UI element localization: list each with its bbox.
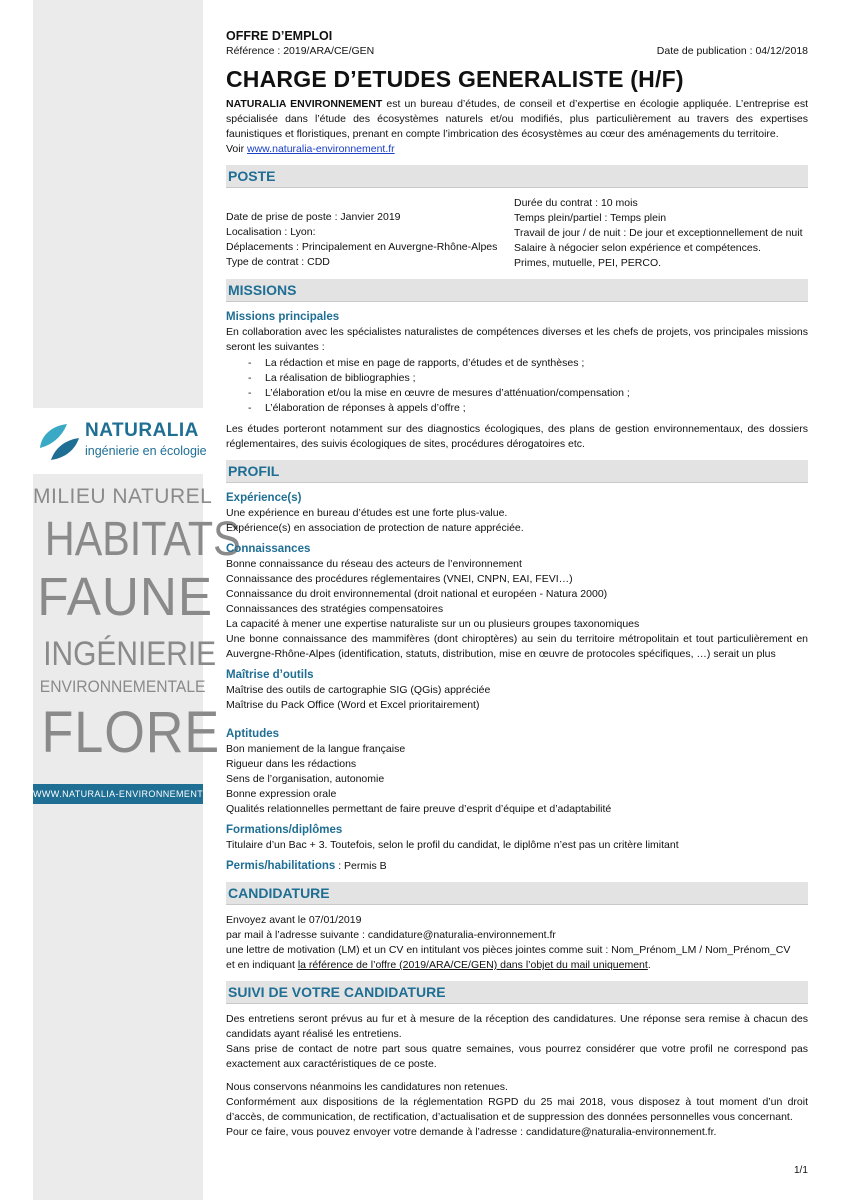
job-offer-document — [226, 28, 808, 1140]
poste-start-date: Date de prise de poste : Janvier 2019 — [226, 211, 401, 223]
missions-intro: En collaboration avec les spécialistes naturalistes de compétences diverses et les chefs de projets, vos principales missions seront les suivantes : — [226, 326, 808, 353]
formations-line: Titulaire d’un Bac + 3. Toutefois, selon le profil du candidat, le diplôme n’est pas un critère limitant — [226, 839, 679, 851]
experience-line: Une expérience en bureau d’études est une forte plus-value. — [226, 507, 508, 519]
formations-title: Formations/diplômes — [226, 824, 343, 836]
connaissance-line: Connaissance des procédures réglementaires (VNEI, CNPN, EAI, FEVI…) — [226, 573, 573, 585]
poste-day-night: Travail de jour / de nuit : De jour et exceptionnellement de nuit — [514, 227, 803, 239]
section-poste: POSTE — [226, 165, 808, 188]
poste-right-column — [514, 196, 808, 271]
missions-subtitle: Missions principales — [226, 311, 340, 323]
suivi-paragraph: Des entretiens seront prévus au fur et à mesure de la réception des candidatures. Une réponse sera remise à chacun des candidats ayant réalisé les entretiens. — [226, 1013, 808, 1040]
connaissance-line: Une bonne connaissance des mammifères (dont chiroptères) au sein du territoire métropolitain et tout particulièrement en Auvergne-Rhône-Alpes (identification, statuts, distribution, mise en œuvre de protocoles spécifiques, …) serait un plus — [226, 633, 808, 660]
connaissance-line: Bonne connaissance du réseau des acteurs de l’environnement — [226, 558, 522, 570]
list-item: - L’élaboration de réponses à appels d’offre ; — [248, 401, 808, 416]
offer-label: OFFRE D’EMPLOI — [226, 29, 333, 43]
naturalia-logo — [33, 408, 207, 474]
website-line — [226, 142, 808, 157]
side-word-milieu: MILIEU NATUREL — [33, 485, 213, 508]
connaissance-line: Connaissance du droit environnemental (droit national et européen - Natura 2000) — [226, 588, 608, 600]
logo-name: NATURALIA — [85, 420, 199, 441]
reference-line — [226, 44, 808, 59]
intro-text: est un bureau d’études, de conseil et d’expertise en écologie appliquée. L’entreprise est spécialisée dans l’étude des écosystèmes naturels et/ou modifiés, plus particulièrement au travers des expertises faunistiques et floristiques, prenant en compte l’imbrication des écosystèmes au cœur des aménagements du territoire. — [226, 98, 808, 140]
reference-underlined: la référence de l’offre (2019/ARA/CE/GEN) dans l’objet du mail uniquement — [297, 959, 648, 971]
poste-location: Localisation : Lyon: — [226, 226, 316, 238]
experience-title: Expérience(s) — [226, 492, 302, 504]
permis-value: : Permis B — [335, 860, 387, 872]
missions-list — [226, 356, 808, 416]
poste-left-column — [226, 196, 514, 271]
candidature-deadline: Envoyez avant le 07/01/2019 — [226, 914, 362, 926]
candidature-reference — [226, 958, 808, 973]
aptitude-line: Rigueur dans les rédactions — [226, 758, 357, 770]
outils-line: Maîtrise des outils de cartographie SIG (QGis) appréciée — [226, 684, 491, 696]
reference-pre: et en indiquant — [226, 959, 298, 971]
voir-label: Voir — [226, 143, 248, 155]
outils-line: Maîtrise du Pack Office (Word et Excel prioritairement) — [226, 699, 480, 711]
suivi-paragraph: Nous conservons néanmoins les candidatures non retenues. — [226, 1081, 508, 1093]
section-profil: PROFIL — [226, 460, 808, 483]
outils-title: Maîtrise d’outils — [226, 669, 314, 681]
permis-line — [226, 859, 808, 874]
sidebar-url: WWW.NATURALIA-ENVIRONNEMENT.FR — [33, 784, 203, 804]
poste-contract-type: Type de contrat : CDD — [226, 256, 330, 268]
leaf-logo-icon — [37, 418, 81, 464]
side-word-faune: FAUNE — [37, 567, 214, 627]
missions-closing: Les études porteront notamment sur des diagnostics écologiques, des plans de gestion environnementaux, des dossiers réglementaires, des suivis écologiques de sites, procédures dérogatoires etc. — [226, 423, 808, 450]
aptitude-line: Sens de l’organisation, autonomie — [226, 773, 385, 785]
reference-post: . — [647, 959, 651, 971]
aptitudes-title: Aptitudes — [226, 728, 280, 740]
company-name: NATURALIA ENVIRONNEMENT — [226, 98, 383, 110]
suivi-paragraph: Pour ce faire, vous pouvez envoyer votre demande à l’adresse : candidature@naturalia-environnement.fr. — [226, 1126, 717, 1138]
aptitude-line: Bonne expression orale — [226, 788, 337, 800]
aptitude-line: Bon maniement de la langue française — [226, 743, 406, 755]
publication-date: Date de publication : 04/12/2018 — [656, 45, 808, 57]
side-word-flore: FLORE — [41, 700, 221, 765]
aptitude-line: Qualités relationnelles permettant de faire preuve d’esprit d’équipe et d’adaptabilité — [226, 803, 612, 815]
poste-salary: Salaire à négocier selon expérience et compétences. — [514, 242, 761, 254]
list-item: - L’élaboration et/ou la mise en œuvre de mesures d’atténuation/compensation ; — [248, 386, 808, 401]
logo-tagline: ingénierie en écologie — [85, 444, 207, 458]
connaissance-line: Connaissances des stratégies compensatoires — [226, 603, 444, 615]
reference: Référence : 2019/ARA/CE/GEN — [226, 45, 375, 57]
permis-title: Permis/habilitations — [226, 860, 336, 872]
website-link[interactable]: www.naturalia-environnement.fr — [247, 143, 395, 155]
poste-travel: Déplacements : Principalement en Auvergne-Rhône-Alpes — [226, 241, 498, 253]
section-candidature: CANDIDATURE — [226, 882, 808, 905]
connaissance-line: La capacité à mener une expertise naturaliste sur un ou plusieurs groupes taxonomiques — [226, 618, 640, 630]
list-item: - La réalisation de bibliographies ; — [248, 371, 808, 386]
list-item: - La rédaction et mise en page de rapports, d’études et de synthèses ; — [248, 356, 808, 371]
experience-line: Expérience(s) en association de protection de nature appréciée. — [226, 522, 524, 534]
side-word-environnementale: ENVIRONNEMENTALE — [39, 677, 206, 696]
page-number: 1/1 — [794, 1165, 808, 1176]
candidature-documents: une lettre de motivation (LM) et un CV en intitulant vos pièces jointes comme suit : Nom_Prénom_LM / Nom_Prénom_CV — [226, 944, 791, 956]
poste-benefits: Primes, mutuelle, PEI, PERCO. — [514, 257, 662, 269]
poste-time: Temps plein/partiel : Temps plein — [514, 212, 667, 224]
job-title: CHARGE D’ETUDES GENERALISTE (H/F) — [226, 66, 684, 92]
candidature-email: par mail à l’adresse suivante : candidature@naturalia-environnement.fr — [226, 929, 556, 941]
section-missions: MISSIONS — [226, 279, 808, 302]
intro-paragraph — [226, 97, 808, 142]
side-word-ingenierie: INGÉNIERIE — [43, 635, 217, 673]
section-suivi: SUIVI DE VOTRE CANDIDATURE — [226, 981, 808, 1004]
suivi-paragraph: Conformément aux dispositions de la réglementation RGPD du 25 mai 2018, vous disposez à tout moment d’un droit d’accès, de communication, de rectification, d’actualisation et de suppression des données personnelles vous concernant. — [226, 1096, 808, 1123]
side-word-habitats: HABITATS — [44, 513, 241, 566]
suivi-paragraph: Sans prise de contact de notre part sous quatre semaines, vous pourrez considérer que votre profil ne correspond pas exactement aux caractéristiques de ce poste. — [226, 1043, 808, 1070]
poste-details — [226, 196, 808, 271]
poste-duration: Durée du contrat : 10 mois — [514, 197, 638, 209]
connaissances-title: Connaissances — [226, 543, 311, 555]
